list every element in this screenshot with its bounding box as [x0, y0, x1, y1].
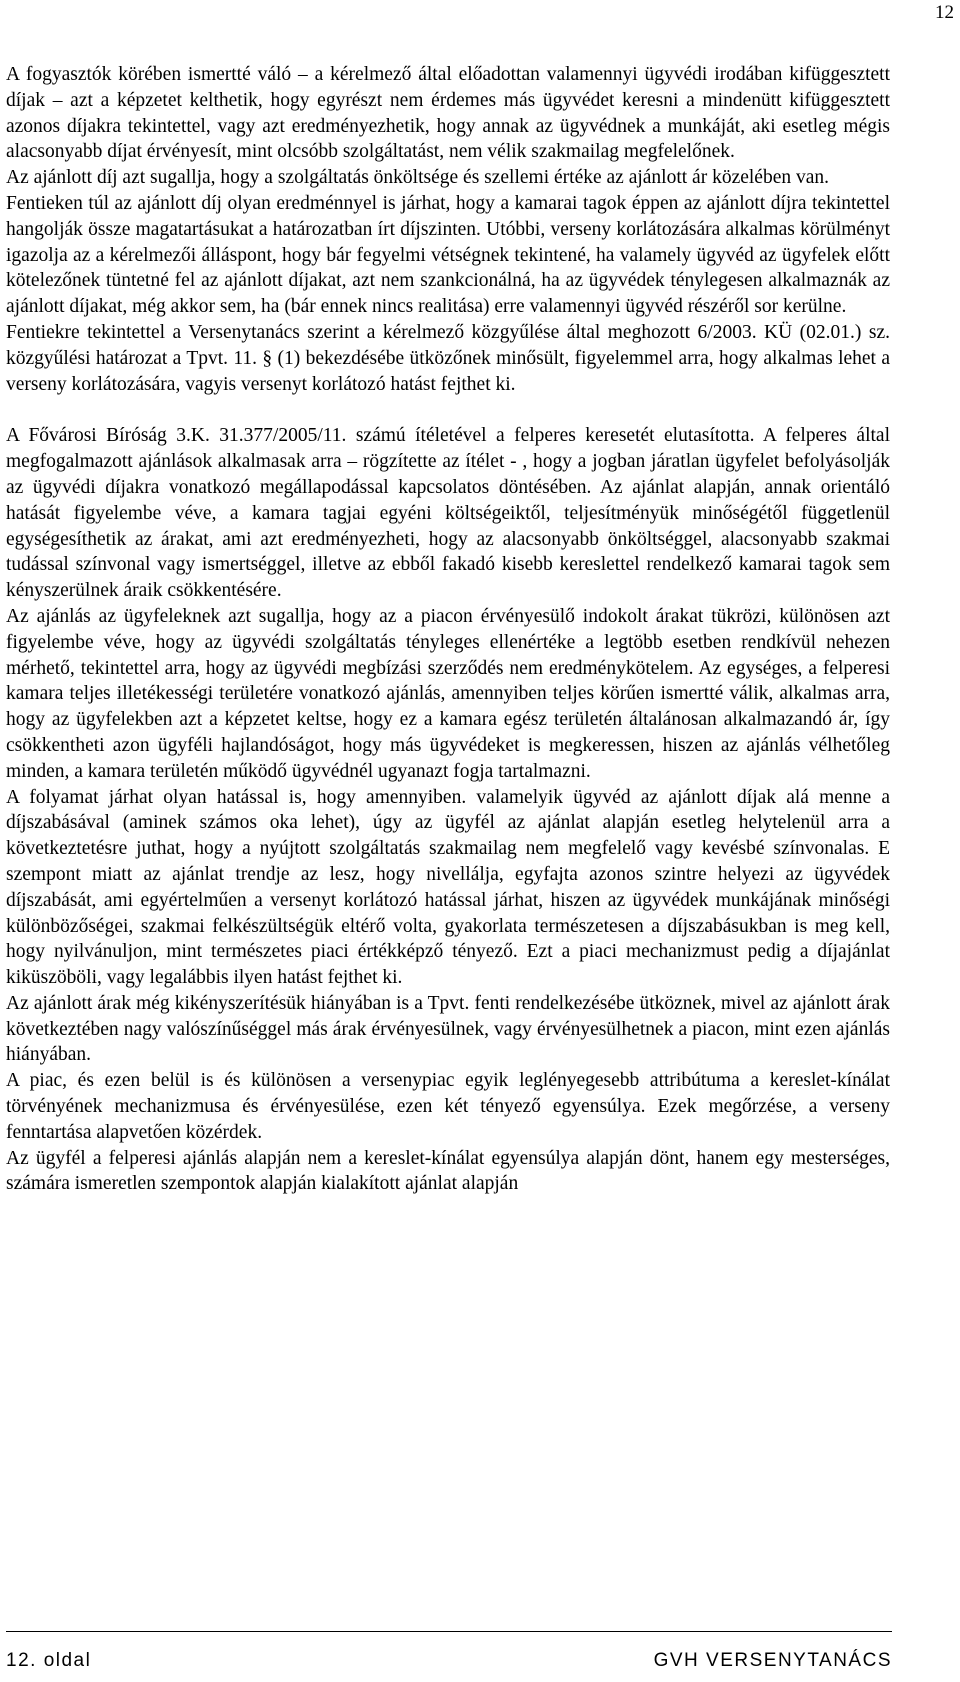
paragraph: Fentiekre tekintettel a Versenytanács szerint a kérelmező közgyűlése által meghozott 6/2003. KÜ (02.01.) sz. közgyűlési határozat a Tpvt. 11. § (1) bekezdésébe ütközőnek minősült, figyelemmel arra, hogy alkalmas lehet a verseny korlátozására, vagyis versenyt korlátozó hatást fejthet ki. [6, 321, 890, 395]
page-number: 12 [935, 2, 954, 23]
paragraph: A piac, és ezen belül is és különösen a versenypiac egyik leglényegesebb attribútuma a kereslet-kínálat törvényének mechanizmusa és érvényesülése, ezen két tényező egyensúlya. Ezek megőrzése, a verseny fenntartása alapvetően közérdek. [6, 1070, 890, 1143]
footer-page-label: 12. oldal [6, 1650, 92, 1671]
paragraph: Az ajánlás az ügyfeleknek azt sugallja, hogy az a piacon érvényesülő indokolt árakat tükrözi, különösen azt figyelembe véve, hogy az ügyvédi szolgáltatás tényleges ellenértéke a legtöbb esetben rendkívül nehezen mérhető, tekintettel arra, hogy az ügyvédi megbízási szerződés nem eredménykötelem. Az egységes, a felperesi kamara teljes illetékességi területére vonatkozó ajánlás, amennyiben teljes körűen ismertté válik, alkalmas arra, hogy az ügyfelekben azt a képzetet keltse, hogy ez a kamara egész területén általánosan alkalmazandó ár, így csökkentheti azon ügyféli hajlandóságot, hogy más ügyvédeket is megkeressen, hiszen az ajánlás vélhetőleg minden, a kamara területén működő ügyvédnél ugyanazt fogja tartalmazni. [6, 605, 890, 782]
footer-divider [6, 1631, 892, 1632]
paragraph: Az ügyfél a felperesi ajánlás alapján nem a kereslet-kínálat egyensúlya alapján dönt, hanem egy mesterséges, számára ismeretlen szempontok alapján kialakított ajánlat alapján [6, 1147, 890, 1195]
paragraph: A Fővárosi Bíróság 3.K. 31.377/2005/11. számú ítéletével a felperes keresetét elutasította. A felperes által megfogalmazott ajánlások alkalmasak arra – rögzítette az ítélet - , hogy a jogban járatlan ügyfelet befolyásolják az ügyvédi díjakra vonatkozó megállapodással kapcsolatos döntésében. Az ajánlat alapján, annak orientáló hatását figyelembe véve, a kamara tagjai egyéni költségeiktől, teljesítményük minőségétől függetlenül egységesíthetik az árakat, ami azt eredményezheti, hogy az alacsonyabb önköltséggel, alacsonyabb szakmai tudással színvonal vagy ismertséggel, illetve az ebből fakadó kisebb kereslettel rendelkező kamarai tagok sem kényszerülnek áraik csökkentésére. [6, 425, 890, 602]
paragraph: A fogyasztók körében ismertté váló – a kérelmező által előadottan valamennyi ügyvédi irodában kifüggesztett díjak – azt a képzetet kelthetik, hogy egyrészt nem érdemes más ügyvédet keresni a mindenütt kifüggesztett azonos díjakra tekintettel, vagy azt eredményezhetik, hogy annak az ügyvédnek a munkáját, aki esetleg mégis alacsonyabb díjat érvényesít, mint olcsóbb szolgáltatást, nem vélik szakmailag megfelelőnek. [6, 64, 890, 163]
paragraph: Fentieken túl az ajánlott díj olyan eredménnyel is járhat, hogy a kamarai tagok éppen az ajánlott díjra tekintettel hangolják össze magatartásukat a határozatban írt díjszinten. Utóbbi, verseny korlátozására alkalmas körülményt igazolja az a kérelmezői álláspont, hogy bár fegyelmi vétségnek tekintené, ha valamely ügyvéd az ügyfelek előtt kötelezőnek tüntetné fel az ajánlott díjakat, azt nem szankcionálná, ha az ügyvédek ténylegesen alkalmaznák az ajánlott díjakat, még akkor sem, ha (bár ennek nincs realitása) erre valamennyi ügyvéd részéről sor kerülne. [6, 192, 890, 318]
footer-organization: GVH VERSENYTANÁCS [653, 1650, 892, 1671]
paragraph: Az ajánlott díj azt sugallja, hogy a szolgáltatás önköltsége és szellemi értéke az ajánlott ár közelében van. [6, 167, 830, 189]
paragraph: Az ajánlott árak még kikényszerítésük hiányában is a Tpvt. fenti rendelkezésébe ütköznek, mivel az ajánlott árak következtében nagy valószínűséggel más árak érvényesülnek, vagy érvényesülhetnek a piacon, mint ezen ajánlás hiányában. [6, 992, 890, 1066]
document-body [6, 62, 890, 1197]
paragraph: A folyamat járhat olyan hatással is, hogy amennyiben. valamelyik ügyvéd az ajánlott díjak alá menne a díjszabásával (aminek számos oka lehet), úgy az ügyfél az ajánlat alapján esetleg helytelenül arra a következtetésre juthat, hogy a nyújtott szolgáltatás szakmailag nem megfelelő vagy kevésbé színvonalas. E szempont miatt az ajánlat trendje az lesz, hogy nivellálja, egyfajta azonos szintre helyezi az ügyvédek díjszabását, ami egyértelműen a versenyt korlátozó hatással járhat, hiszen az ügyvédek munkájának minőségi különbözőségei, szakmai felkészültségük eltérő volta, gyakorlata természetesen a díjszabásukban is meg kell, hogy nyilvánuljon, mint természetes piaci értékképző tényező. Ezt a piaci mechanizmust pedig a díjajánlat kiküszöböli, vagy legalábbis ilyen hatást fejthet ki. [6, 786, 890, 989]
